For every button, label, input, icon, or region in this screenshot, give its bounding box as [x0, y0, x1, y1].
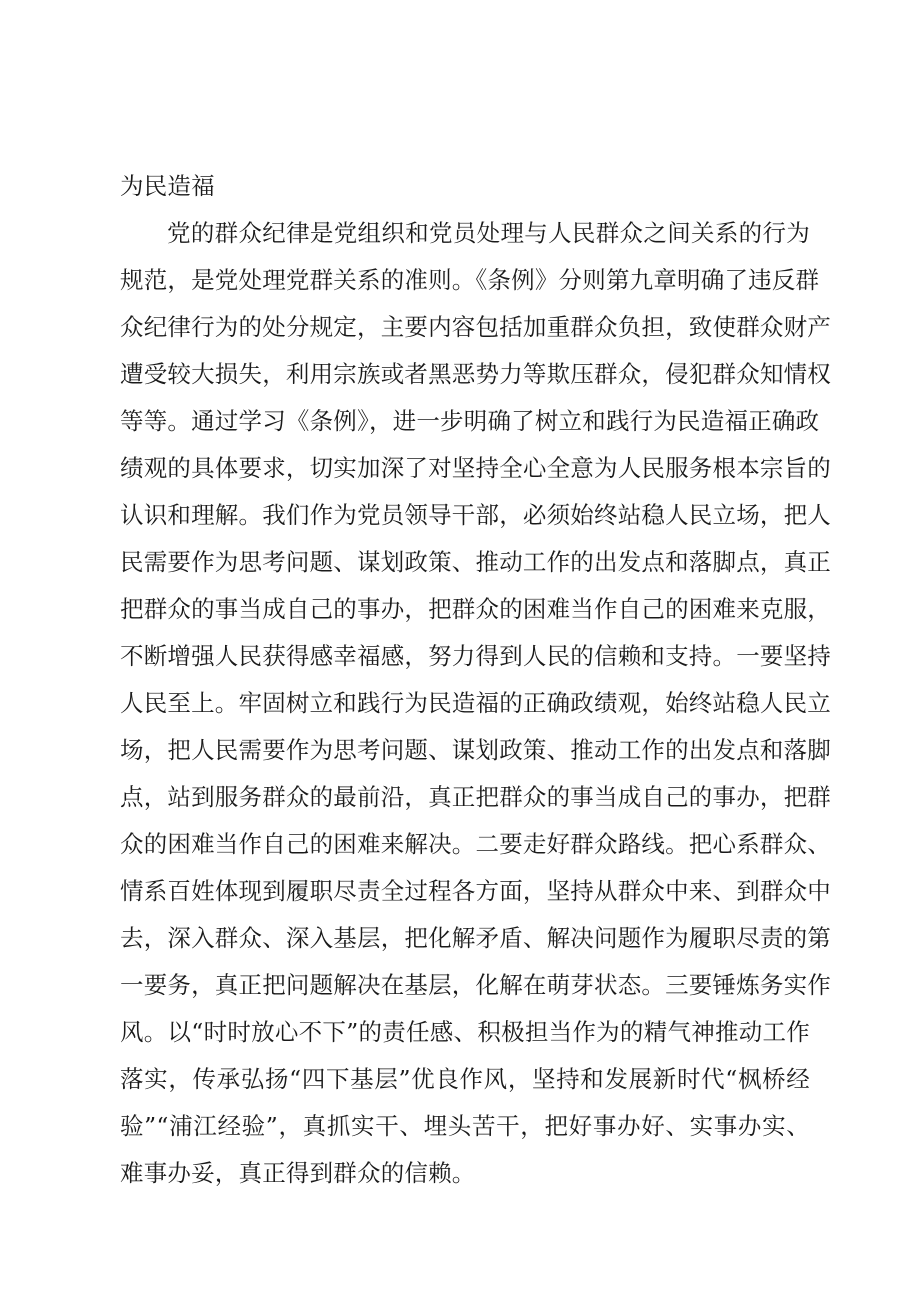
document-body — [120, 163, 831, 1197]
paragraph-line: 等等。通过学习《条例》，进一步明确了树立和践行为民造福正确政 — [120, 407, 820, 435]
paragraph-line: 众的困难当作自己的困难来解决。二要走好群众路线。把心系群众、 — [120, 830, 831, 858]
heading-fragment: 为民造福 — [120, 172, 215, 200]
paragraph-line: 众纪律行为的处分规定，主要内容包括加重群众负担，致使群众财产 — [120, 313, 831, 341]
paragraph-line: 把群众的事当成自己的事办，把群众的困难当作自己的困难来克服， — [120, 595, 831, 623]
paragraph-line: 去，深入群众、深入基层，把化解矛盾、解决问题作为履职尽责的第 — [120, 924, 831, 952]
paragraph-line: 不断增强人民获得感幸福感，努力得到人民的信赖和支持。一要坚持 — [120, 642, 831, 670]
paragraph-line: 落实，传承弘扬“四下基层”优良作风，坚持和发展新时代“枫桥经 — [120, 1065, 810, 1093]
paragraph-line: 民需要作为思考问题、谋划政策、推动工作的出发点和落脚点，真正 — [120, 548, 831, 576]
paragraph-line: 党的群众纪律是党组织和党员处理与人民群众之间关系的行为 — [167, 219, 810, 247]
paragraph-line: 场，把人民需要作为思考问题、谋划政策、推动工作的出发点和落脚 — [120, 736, 831, 764]
paragraph-line: 人民至上。牢固树立和践行为民造福的正确政绩观，始终站稳人民立 — [120, 689, 831, 717]
paragraph-line: 认识和理解。我们作为党员领导干部，必须始终站稳人民立场，把人 — [120, 501, 831, 529]
paragraph-line: 验”“浦江经验”，真抓实干、埋头苦干，把好事办好、实事办实、 — [120, 1112, 810, 1140]
paragraph-line: 遭受较大损失，利用宗族或者黑恶势力等欺压群众，侵犯群众知情权 — [120, 360, 831, 388]
paragraph-line: 难事办妥，真正得到群众的信赖。 — [120, 1159, 476, 1187]
paragraph-line: 绩观的具体要求，切实加深了对坚持全心全意为人民服务根本宗旨的 — [120, 454, 831, 482]
paragraph-line: 点，站到服务群众的最前沿，真正把群众的事当成自己的事办，把群 — [120, 783, 831, 811]
paragraph-line: 情系百姓体现到履职尽责全过程各方面，坚持从群众中来、到群众中 — [120, 877, 831, 905]
body-paragraph — [120, 210, 831, 1197]
paragraph-line: 风。以“时时放心不下”的责任感、积极担当作为的精气神推动工作 — [120, 1018, 810, 1046]
paragraph-line: 规范，是党处理党群关系的准则。《条例》分则第九章明确了违反群 — [120, 266, 820, 294]
paragraph-line: 一要务，真正把问题解决在基层，化解在萌芽状态。三要锤炼务实作 — [120, 971, 831, 999]
